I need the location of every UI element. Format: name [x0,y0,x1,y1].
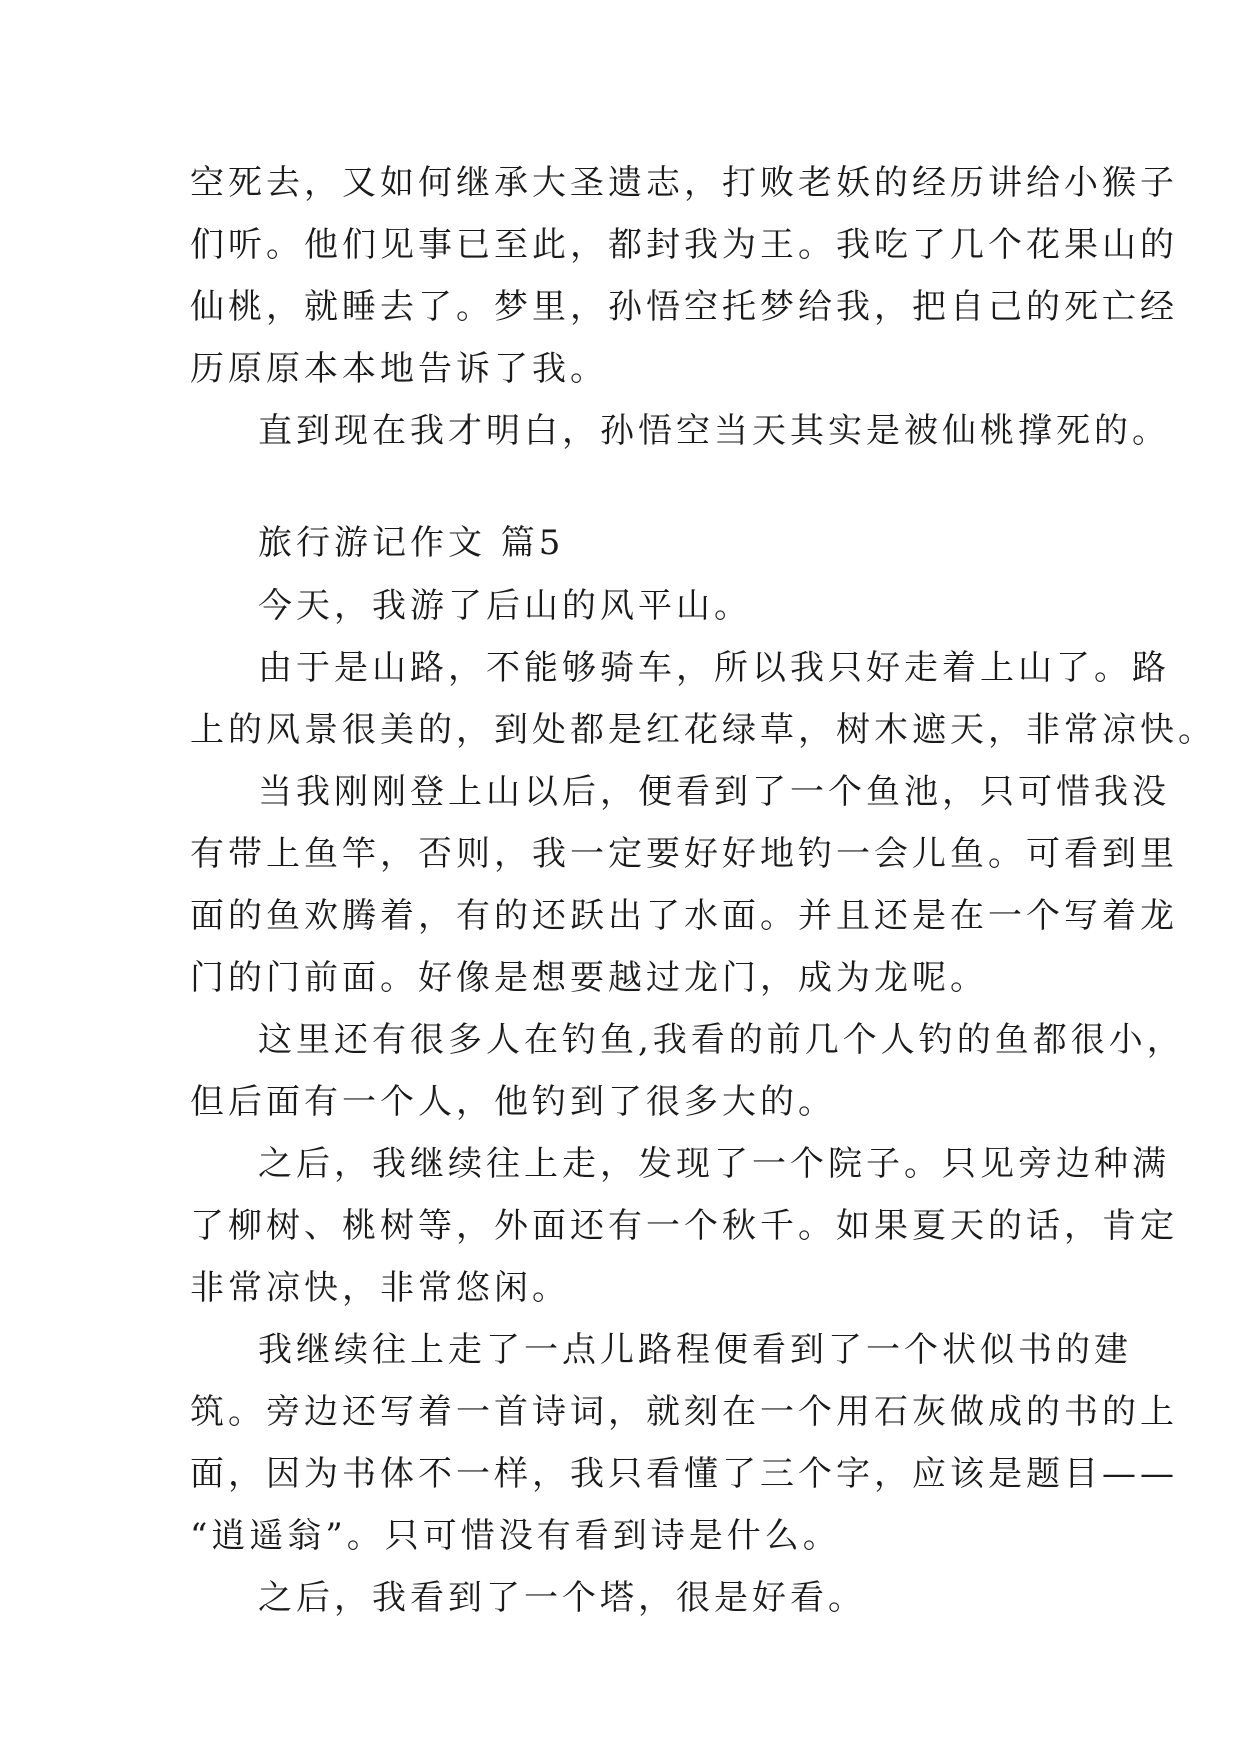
paragraph-line: 面，因为书体不一样，我只看懂了三个字，应该是题目—— [190,1454,1178,1494]
paragraph-line: 仙桃，就睡去了。梦里，孙悟空托梦给我，把自己的死亡经 [190,287,1178,327]
paragraph-line: 当我刚刚登上山以后，便看到了一个鱼池，只可惜我没 [258,772,1170,812]
paragraph-line: 了柳树、桃树等，外面还有一个秋千。如果夏天的话，肯定 [190,1206,1178,1246]
paragraph-line: 筑。旁边还写着一首诗词，就刻在一个用石灰做成的书的上 [190,1392,1178,1432]
paragraph-line: 由于是山路，不能够骑车，所以我只好走着上山了。路 [258,648,1170,688]
paragraph-line: 直到现在我才明白，孙悟空当天其实是被仙桃撑死的。 [258,411,1170,451]
paragraph-line: 门的门前面。好像是想要越过龙门，成为龙呢。 [190,958,988,998]
paragraph-line: 我继续往上走了一点儿路程便看到了一个状似书的建 [258,1330,1132,1370]
paragraph-line: 面的鱼欢腾着，有的还跃出了水面。并且还是在一个写着龙 [190,896,1178,936]
section-heading: 旅行游记作文 篇5 [258,523,565,563]
paragraph-line: 但后面有一个人，他钓到了很多大的。 [190,1082,836,1122]
paragraph-line: 们听。他们见事已至此，都封我为王。我吃了几个花果山的 [190,225,1178,265]
paragraph-line: 之后，我看到了一个塔，很是好看。 [258,1578,866,1618]
paragraph-line: 非常凉快，非常悠闲。 [190,1268,570,1308]
paragraph-line: 上的风景很美的，到处都是红花绿草，树木遮天，非常凉快。 [190,710,1216,750]
paragraph-line: 之后，我继续往上走，发现了一个院子。只见旁边种满 [258,1144,1170,1184]
paragraph-line: 历原原本本地告诉了我。 [190,349,608,389]
paragraph-line: “逍遥翁”。只可惜没有看到诗是什么。 [190,1516,841,1556]
paragraph-line: 空死去，又如何继承大圣遗志，打败老妖的经历讲给小猴子 [190,163,1178,203]
paragraph-line: 有带上鱼竿，否则，我一定要好好地钓一会儿鱼。可看到里 [190,834,1178,874]
paragraph-line: 这里还有很多人在钓鱼,我看的前几个人钓的鱼都很小， [258,1020,1185,1060]
paragraph-line: 今天，我游了后山的风平山。 [258,586,752,626]
